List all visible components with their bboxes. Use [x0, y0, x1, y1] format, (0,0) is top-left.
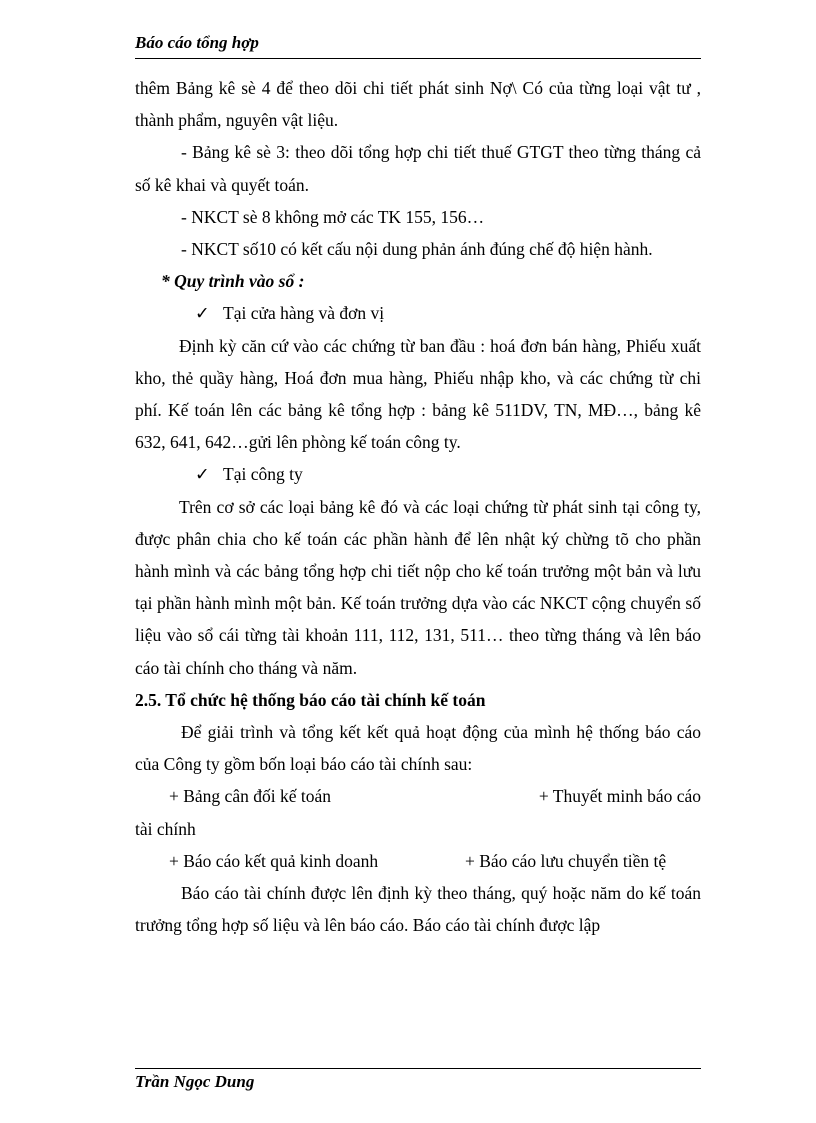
report-item-notes: + Thuyết minh báo cáo: [538, 786, 701, 807]
paragraph-report-system: Để giải trình và tổng kết kết quả hoạt động của mình hệ thống báo cáo của Công ty gồm bốn loại báo cáo tài chính sau:: [135, 722, 701, 775]
subsection-company: [135, 458, 701, 490]
check-icon: ✓: [195, 464, 210, 485]
paragraph-bang-ke-3: - Bảng kê sè 3: theo dõi tổng hợp chi tiết thuế GTGT theo từng tháng cả số kê khai và quyết toán.: [135, 142, 701, 195]
paragraph-periodic: Định kỳ căn cứ vào các chứng từ ban đầu : hoá đơn bán hàng, Phiếu xuất kho, thẻ quầy hàng, Hoá đơn mua hàng, Phiếu nhập kho, và các chứng từ chi phí. Kế toán lên các bảng kê tổng hợp : bảng kê 511DV, TN, MĐ…, bảng kê 632, 641, 642…gửi lên phòng kế toán công ty.: [135, 335, 701, 453]
page-footer: [135, 1068, 701, 1093]
paragraph-nkct-8: - NKCT sè 8 không mở các TK 155, 156…: [181, 206, 485, 227]
subsection-store: [135, 297, 701, 329]
report-list-row-1: [135, 780, 701, 812]
paragraph-final: Báo cáo tài chính được lên định kỳ theo tháng, quý hoặc năm do kế toán trưởng tổng hợp số liệu và lên báo cáo. Báo cáo tài chính được lập: [135, 883, 701, 936]
subsection-store-label: Tại cửa hàng và đơn vị: [223, 303, 385, 324]
report-list-row-2: [135, 845, 701, 877]
section-heading: 2.5. Tổ chức hệ thống báo cáo tài chính kế toán: [135, 689, 486, 710]
page-header: [135, 32, 701, 59]
report-item-notes-cont: tài chính: [135, 818, 196, 839]
report-item-income: + Báo cáo kết quả kinh doanh: [169, 850, 379, 871]
subsection-company-label: Tại công ty: [223, 464, 303, 485]
footer-author: Trần Ngọc Dung: [135, 1072, 255, 1091]
section-title: * Quy trình vào sổ :: [161, 271, 305, 292]
check-icon: ✓: [195, 303, 210, 324]
report-item-balance-sheet: + Bảng cân đối kế toán: [169, 786, 331, 807]
document-body: [135, 72, 701, 941]
paragraph-nkct-10: - NKCT số10 có kết cấu nội dung phản ánh đúng chế độ hiện hành.: [181, 239, 653, 260]
paragraph-1: thêm Bảng kê sè 4 để theo dõi chi tiết phát sinh Nợ\ Có của từng loại vật tư , thành phẩm, nguyên vật liệu.: [135, 78, 701, 131]
report-item-cashflow: + Báo cáo lưu chuyển tiền tệ: [465, 850, 667, 871]
header-title: Báo cáo tổng hợp: [135, 33, 259, 52]
paragraph-company: Trên cơ sở các loại bảng kê đó và các loại chứng từ phát sinh tại công ty, được phân chia cho kế toán các phần hành để lên nhật ký chừng tõ cho phần hành mình và các bảng tổng hợp chi tiết nộp cho kế toán trưởng một bản và lưu tại phần hành mình một bản. Kế toán trưởng dựa vào các NKCT cộng chuyển số liệu vào sổ cái từng tài khoản 111, 112, 131, 511… theo từng tháng và lên báo cáo tài chính cho tháng và năm.: [135, 496, 701, 678]
